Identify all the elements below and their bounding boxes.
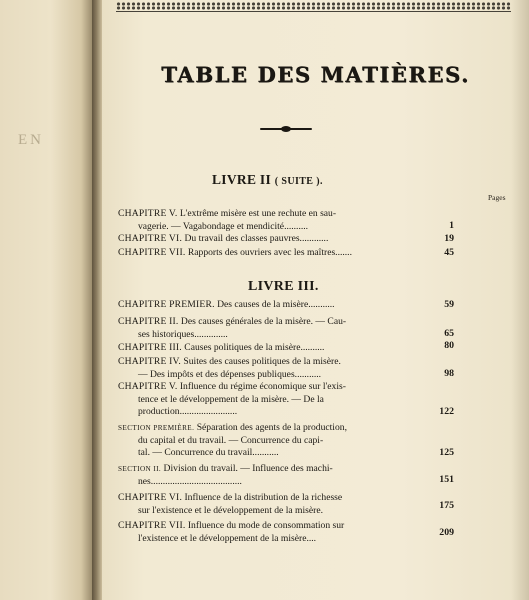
entry-line: Des causes générales de la misère. — Cau- bbox=[180, 316, 347, 327]
entry-line: Causes politiques de la misère.......... bbox=[184, 342, 325, 353]
page-number: 125 bbox=[439, 447, 454, 458]
toc-entry bbox=[118, 356, 428, 381]
toc-entry bbox=[118, 381, 428, 419]
entry-line: sur l'existence et le développement de la misère. bbox=[138, 504, 324, 516]
entry-line: Influence du mode de consommation sur bbox=[187, 520, 345, 531]
livre-iii-heading: LIVRE III. bbox=[248, 279, 319, 294]
decorative-header-band bbox=[116, 2, 511, 10]
page-number: 122 bbox=[439, 406, 454, 417]
page-number: 80 bbox=[444, 340, 454, 351]
page-number: 175 bbox=[439, 500, 454, 511]
toc-entry bbox=[118, 299, 428, 312]
entry-line: du capital et du travail. — Concurrence du capi- bbox=[138, 434, 324, 446]
entry-line: tence et le développement de la misère. — De la bbox=[138, 393, 324, 405]
page-number: 209 bbox=[439, 527, 454, 538]
livre-ii-label: LIVRE II bbox=[212, 172, 272, 187]
page-number: 19 bbox=[444, 233, 454, 244]
entry-line: vagerie. — Vagabondage et mendicité.......... bbox=[138, 220, 309, 232]
entry-line: Influence du régime économique sur l'exis- bbox=[179, 381, 346, 392]
entry-line: l'existence et le développement de la misère.... bbox=[138, 532, 317, 544]
book-gutter bbox=[92, 0, 102, 600]
left-page-bleed-text: EN bbox=[18, 132, 44, 148]
pages-column-label: Pages bbox=[488, 193, 506, 202]
entry-head: CHAPITRE IV. bbox=[118, 356, 181, 367]
entry-head: CHAPITRE V. bbox=[118, 208, 178, 219]
toc-entry bbox=[118, 316, 428, 341]
entry-line: — Des impôts et des dépenses publiques........... bbox=[138, 368, 322, 380]
entry-line: Du travail des classes pauvres............ bbox=[184, 233, 329, 244]
toc-entry bbox=[118, 247, 428, 260]
toc-entry bbox=[118, 342, 428, 355]
entry-head: CHAPITRE VI. bbox=[118, 492, 183, 503]
page-number: 151 bbox=[439, 474, 454, 485]
livre-ii-suite: ( SUITE ). bbox=[274, 176, 323, 187]
left-facing-page bbox=[0, 0, 92, 600]
entry-line: nes...................................... bbox=[138, 475, 242, 487]
page-number: 1 bbox=[449, 220, 454, 231]
entry-head: CHAPITRE III. bbox=[118, 342, 182, 353]
entry-head: SECTION II. bbox=[118, 465, 162, 473]
toc-entry bbox=[118, 422, 428, 460]
entry-line: production........................ bbox=[138, 406, 238, 417]
toc-entry bbox=[118, 233, 428, 246]
toc-page bbox=[102, 0, 529, 600]
entry-head: CHAPITRE II. bbox=[118, 316, 179, 327]
page-number: 45 bbox=[444, 247, 454, 258]
entry-head: CHAPITRE VII. bbox=[118, 520, 186, 531]
entry-head: CHAPITRE PREMIER. bbox=[118, 299, 215, 310]
toc-entry bbox=[118, 492, 428, 517]
entry-line: tal. — Concurrence du travail........... bbox=[138, 447, 279, 458]
entry-line: L'extrême misère est une rechute en sau- bbox=[179, 208, 337, 219]
entry-line: Séparation des agents de la production, bbox=[196, 422, 347, 433]
toc-entry bbox=[118, 463, 428, 488]
entry-line: Influence de la distribution de la richesse bbox=[184, 492, 343, 503]
entry-line: Division du travail. — Influence des machi- bbox=[163, 463, 333, 474]
ornamental-rule bbox=[260, 126, 312, 132]
page-number: 59 bbox=[444, 299, 454, 310]
entry-head: CHAPITRE VII. bbox=[118, 247, 186, 258]
page-number: 98 bbox=[444, 368, 454, 379]
livre-ii-heading bbox=[212, 172, 323, 188]
page-edge-shadow bbox=[511, 0, 529, 600]
entry-line: ses historiques.............. bbox=[138, 328, 228, 340]
page-title: TABLE DES MATIÈRES. bbox=[161, 62, 470, 87]
toc-entry bbox=[118, 208, 428, 233]
toc-entry bbox=[118, 520, 428, 545]
entry-head: CHAPITRE V. bbox=[118, 381, 178, 392]
entry-line: Suites des causes politiques de la misère. bbox=[183, 356, 341, 367]
entry-head: SECTION PREMIÈRE. bbox=[118, 424, 195, 432]
entry-head: CHAPITRE VI. bbox=[118, 233, 183, 244]
page-number: 65 bbox=[444, 328, 454, 339]
entry-line: Des causes de la misère........... bbox=[217, 299, 335, 310]
entry-line: Rapports des ouvriers avec les maîtres....... bbox=[187, 247, 352, 258]
